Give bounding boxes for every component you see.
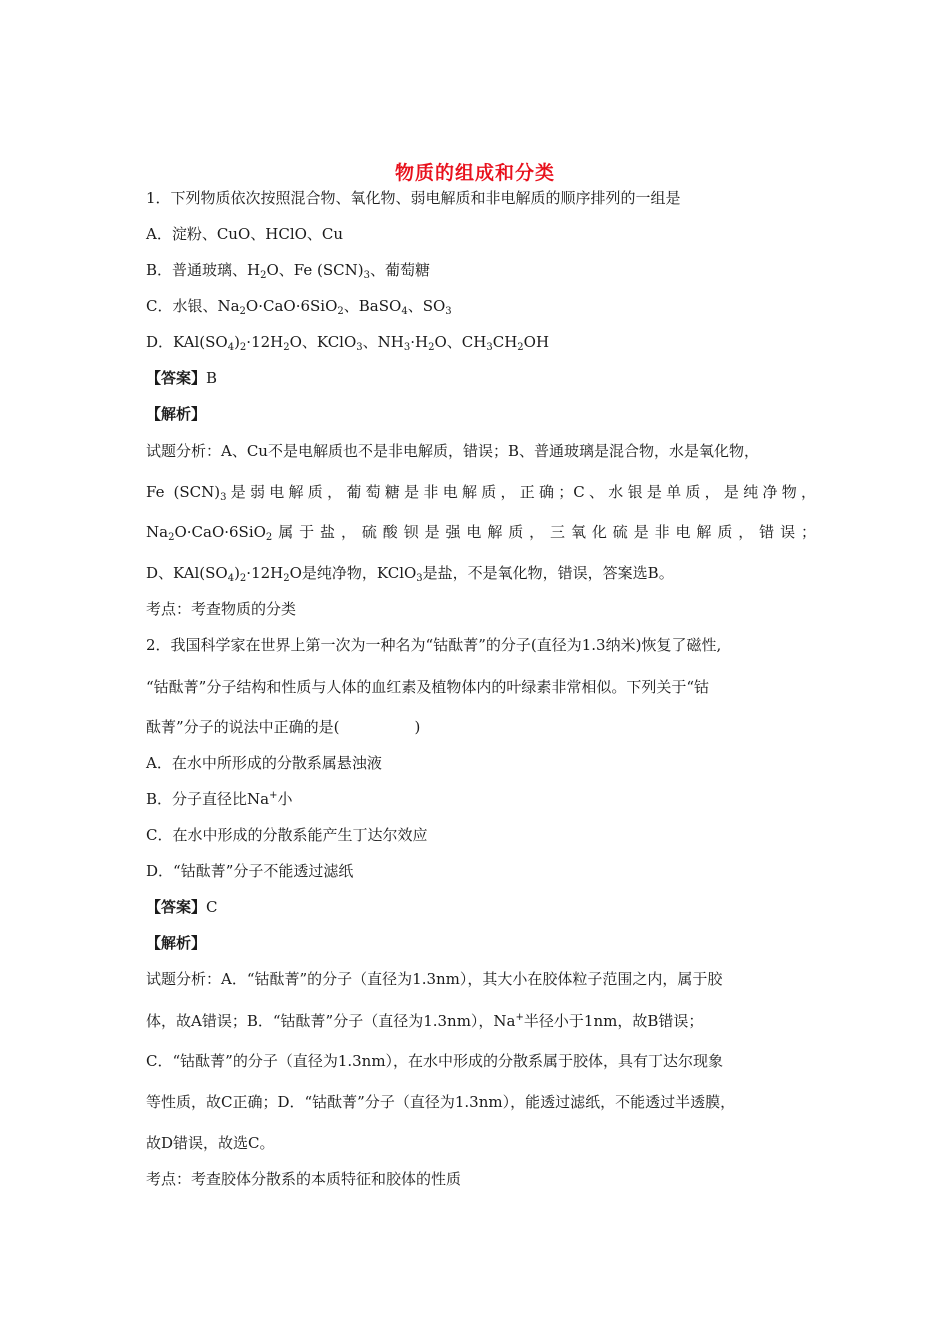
q2-analysis-line-5: 故D错误，故选C。: [146, 1134, 275, 1152]
q1-option-a: A．淀粉、CuO、HClO、Cu: [146, 225, 344, 243]
q2-analysis-line-1: 试题分析：A．“钴酞菁”的分子（直径为1.3nm），其大小在胶体粒子范围之内，属于胶: [146, 970, 723, 988]
q2-stem-line-1: 2．我国科学家在世界上第一次为一种名为“钴酞菁”的分子(直径为1.3纳米)恢复了磁性,: [146, 636, 722, 654]
q2-analysis-line-3: C．“钴酞菁”的分子（直径为1.3nm），在水中形成的分散系属于胶体，具有丁达尔现象: [146, 1052, 724, 1070]
q2-option-b: B．分子直径比Na+小: [146, 790, 293, 808]
q2-stem-line-2: “钴酞菁”分子结构和性质与人体的血红素及植物体内的叶绿素非常相似。下列关于“钴: [146, 678, 710, 696]
q2-analysis-line-4: 等性质，故C正确；D．“钴酞菁”分子（直径为1.3nm），能透过滤纸，不能透过半透膜，: [146, 1093, 736, 1111]
q2-stem-line-3: 酞菁”分子的说法中正确的是( ): [146, 718, 421, 736]
q1-option-d: D．$KAl(SO_4)_2\cdot 12H_2O$、KClO$_3$、$NH_3\cdot H_2O$、$CH_3CH_2OH$: [146, 333, 550, 353]
q1-answer: 【答案】B: [146, 369, 218, 387]
q1-analysis-line-4: D、$KAl(SO_4)_2\cdot 12H_2O$是纯净物，KClO$_3$是盐，不是氧化物，错误，答案选B。: [146, 564, 674, 584]
q2-answer: 【答案】C: [146, 898, 218, 916]
q2-analysis-label: 【解析】: [146, 934, 207, 952]
q1-option-c: C．水银、$Na_2O\cdot CaO\cdot 6SiO_2$、BaSO$_4$、$SO_3$: [146, 297, 452, 317]
q2-option-a: A．在水中所形成的分散系属悬浊液: [146, 754, 382, 772]
page-title: 物质的组成和分类: [394, 162, 555, 184]
q2-option-d: D．“钴酞菁”分子不能透过滤纸: [146, 862, 354, 880]
q2-test-point: 考点：考查胶体分散系的本质特征和胶体的性质: [146, 1170, 462, 1188]
q1-analysis-line-1: 试题分析：A、Cu不是电解质也不是非电解质，错误；B、普通玻璃是混合物，水是氧化物，: [146, 442, 759, 460]
q1-option-b: B．普通玻璃、$H_2O$、Fe $(SCN)_3$、葡萄糖: [146, 261, 430, 281]
q1-analysis-line-3: $Na_2O\cdot CaO\cdot 6SiO_2$属于盐，硫酸钡是强电解质，三氧化硫是非电解质，错误；: [146, 523, 816, 543]
q1-stem: 1．下列物质依次按照混合物、氧化物、弱电解质和非电解质的顺序排列的一组是: [146, 189, 681, 207]
q2-analysis-line-2: 体，故A错误；B．“钴酞菁”分子（直径为1.3nm），Na+半径小于1nm，故B错误；: [146, 1012, 704, 1030]
q1-analysis-line-2: Fe $(SCN)_3$是弱电解质，葡萄糖是非电解质，正确；C、水银是单质，是纯净物，: [146, 483, 816, 503]
q1-analysis-label: 【解析】: [146, 405, 207, 423]
q2-option-c: C．在水中形成的分散系能产生丁达尔效应: [146, 826, 428, 844]
q1-test-point: 考点：考查物质的分类: [146, 600, 297, 618]
